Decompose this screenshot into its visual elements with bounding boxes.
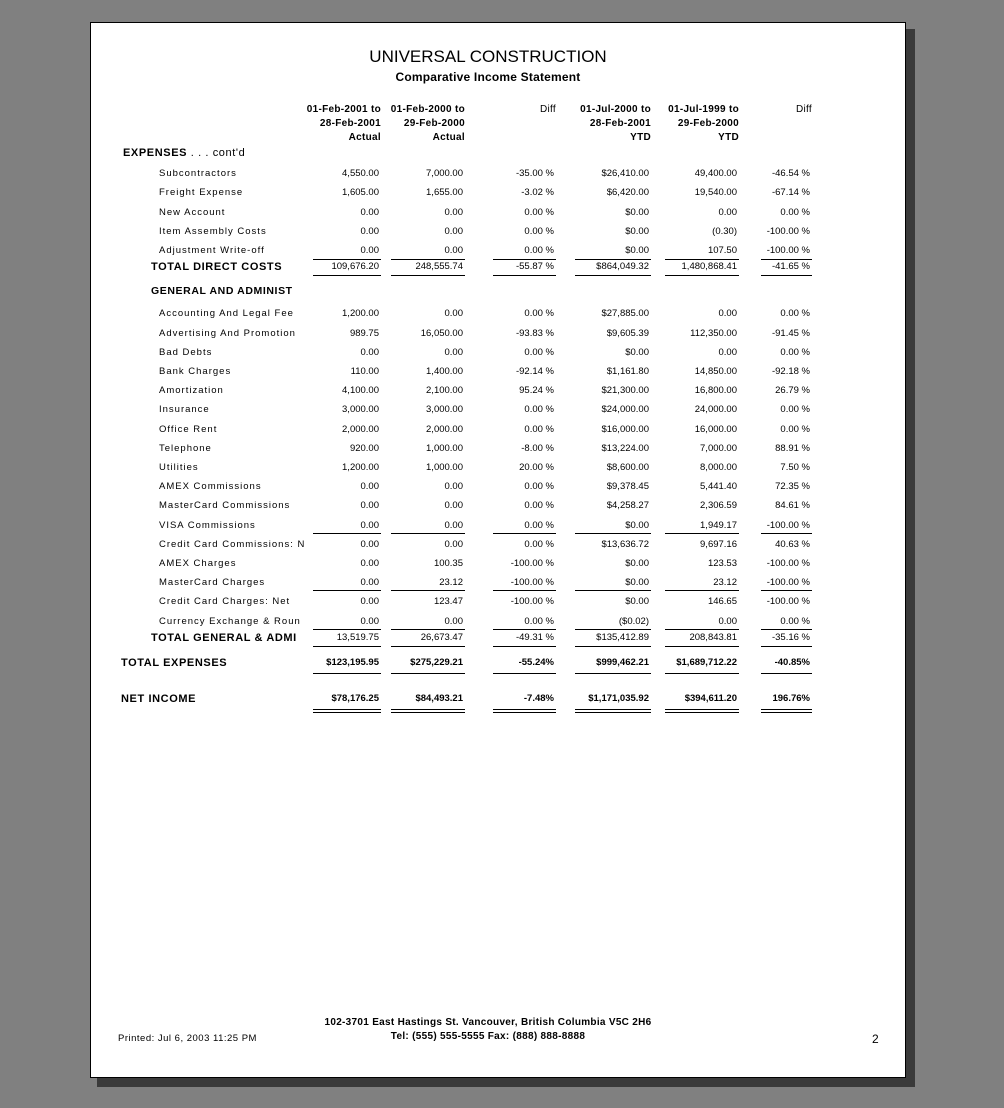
footer-phone: Tel: (555) 555-5555 Fax: (888) 888-8888	[390, 1031, 586, 1042]
expenses-suffix: . . . cont'd	[187, 147, 246, 159]
column-header-2-line2: 29-Feb-2000	[403, 118, 465, 129]
underline	[391, 629, 465, 630]
column-header-5-line3: YTD	[718, 132, 739, 143]
printed-timestamp: Printed: Jul 6, 2003 11:25 PM	[118, 1033, 257, 1044]
company-title: UNIVERSAL CONSTRUCTION	[369, 47, 607, 66]
ga-row-label: Telephone	[159, 443, 212, 454]
ga-row-value: 0.00 %	[780, 424, 810, 435]
direct-cost-row-value: $0.00	[625, 226, 649, 237]
direct-cost-row-value: -46.54 %	[771, 168, 810, 179]
direct-cost-row-value: $0.00	[625, 245, 649, 256]
ga-row-value: 7.50 %	[780, 462, 810, 473]
ga-row-value: 2,100.00	[426, 385, 463, 396]
direct-cost-row-value: 0.00 %	[780, 207, 810, 218]
net-income-row-label: NET INCOME	[121, 693, 197, 705]
underline	[313, 673, 381, 674]
underline	[761, 533, 812, 534]
general-admin-header: GENERAL AND ADMINIST	[151, 285, 293, 297]
footer-address: 102-3701 East Hastings St. Vancouver, British Columbia V5C 2H6	[324, 1017, 652, 1028]
ga-row-value: $16,000.00	[601, 424, 649, 435]
underline	[575, 275, 651, 276]
ga-row-value: 95.24 %	[519, 385, 554, 396]
total-direct-costs-row-label: TOTAL DIRECT COSTS	[151, 261, 283, 273]
ga-row-value: -100.00 %	[510, 577, 554, 588]
ga-row-value: 0.00 %	[780, 616, 810, 627]
ga-row-value: 0.00	[444, 500, 463, 511]
ga-row-value: $9,378.45	[606, 481, 649, 492]
ga-row-value: 920.00	[349, 443, 379, 454]
total-ga-row-value: $135,412.89	[596, 632, 649, 643]
direct-cost-row-value: 0.00	[360, 245, 379, 256]
ga-row-value: 0.00	[360, 347, 379, 358]
ga-row-value: 0.00 %	[524, 424, 554, 435]
underline	[761, 673, 812, 674]
column-header-4-line2: 28-Feb-2001	[589, 118, 651, 129]
ga-row-value: 4,100.00	[342, 385, 379, 396]
ga-row-value: 1,400.00	[426, 366, 463, 377]
total-ga-row-value: -35.16 %	[771, 632, 810, 643]
net-income-row-value: $78,176.25	[331, 693, 379, 704]
underline	[493, 590, 556, 591]
ga-row-value: 0.00 %	[780, 404, 810, 415]
ga-row-value: $0.00	[625, 520, 649, 531]
expenses-section-header	[123, 147, 245, 159]
underline	[761, 275, 812, 276]
underline	[493, 275, 556, 276]
ga-row-value: 123.47	[433, 596, 463, 607]
ga-row-value: 0.00	[718, 308, 737, 319]
ga-row-value: 1,000.00	[426, 462, 463, 473]
underline	[313, 533, 381, 534]
ga-row-value: 0.00	[444, 539, 463, 550]
total-expenses-row-value: $1,689,712.22	[676, 657, 737, 668]
direct-cost-row-value: 0.00	[444, 207, 463, 218]
ga-row-value: 0.00 %	[524, 347, 554, 358]
underline	[313, 259, 381, 260]
ga-row-label: Amortization	[159, 385, 224, 396]
underline	[761, 259, 812, 260]
ga-row-value: 3,000.00	[426, 404, 463, 415]
underline	[391, 646, 465, 647]
ga-row-value: $0.00	[625, 577, 649, 588]
column-header-1-line2: 28-Feb-2001	[319, 118, 381, 129]
column-header-4-line3: YTD	[630, 132, 651, 143]
underline	[761, 646, 812, 647]
ga-row-value: -8.00 %	[521, 443, 554, 454]
total-expenses-row-value: $123,195.95	[326, 657, 379, 668]
ga-row-value: $21,300.00	[601, 385, 649, 396]
ga-row-value: 23.12	[439, 577, 463, 588]
ga-row-value: 0.00 %	[780, 308, 810, 319]
total-ga-row-value: 13,519.75	[336, 632, 379, 643]
total-expenses-row-value: -40.85%	[774, 657, 810, 668]
direct-cost-row-value: 0.00	[360, 207, 379, 218]
direct-cost-row-value: 1,655.00	[426, 187, 463, 198]
underline	[493, 673, 556, 674]
direct-cost-row-value: 0.00 %	[524, 207, 554, 218]
underline	[493, 533, 556, 534]
underline	[665, 629, 739, 630]
ga-row-value: -93.83 %	[515, 328, 554, 339]
total-expenses-row-value: $999,462.21	[596, 657, 649, 668]
underline	[575, 629, 651, 630]
ga-row-value: 23.12	[713, 577, 737, 588]
ga-row-value: 1,949.17	[700, 520, 737, 531]
underline	[313, 629, 381, 630]
direct-cost-row-value: -100.00 %	[766, 226, 810, 237]
ga-row-value: 0.00 %	[524, 616, 554, 627]
ga-row-value: $8,600.00	[606, 462, 649, 473]
direct-cost-row-value: 1,605.00	[342, 187, 379, 198]
ga-row-value: 0.00 %	[524, 500, 554, 511]
underline	[761, 590, 812, 591]
ga-row-value: 0.00	[360, 539, 379, 550]
direct-cost-row-value: 19,540.00	[694, 187, 737, 198]
double-underline	[391, 709, 465, 713]
underline	[391, 533, 465, 534]
double-underline	[665, 709, 739, 713]
ga-row-value: -100.00 %	[766, 520, 810, 531]
direct-cost-row-value: 0.00 %	[524, 226, 554, 237]
ga-row-value: 989.75	[349, 328, 379, 339]
ga-row-value: -100.00 %	[510, 596, 554, 607]
expenses-title: EXPENSES	[123, 147, 188, 159]
ga-row-value: 112,350.00	[690, 328, 737, 339]
ga-row-value: 40.63 %	[775, 539, 810, 550]
direct-cost-row-value: -35.00 %	[515, 168, 554, 179]
direct-cost-row-value: -67.14 %	[771, 187, 810, 198]
ga-row-value: 0.00	[360, 520, 379, 531]
ga-row-label: Insurance	[159, 404, 210, 415]
double-underline	[575, 709, 651, 713]
ga-row-value: 26.79 %	[775, 385, 810, 396]
total-direct-costs-row-value: -55.87 %	[515, 261, 554, 272]
direct-cost-row-value: 0.00	[444, 245, 463, 256]
underline	[665, 533, 739, 534]
ga-row-value: 3,000.00	[342, 404, 379, 415]
underline	[665, 590, 739, 591]
ga-row-value: 5,441.40	[700, 481, 737, 492]
underline	[391, 590, 465, 591]
net-income-row-value: $1,171,035.92	[588, 693, 649, 704]
column-header-5-line1: 01-Jul-1999 to	[668, 104, 739, 115]
ga-row-value: 0.00	[444, 520, 463, 531]
ga-row-value: -92.14 %	[515, 366, 554, 377]
ga-row-value: 0.00	[360, 500, 379, 511]
direct-cost-row-value: 0.00	[718, 207, 737, 218]
ga-row-value: 88.91 %	[775, 443, 810, 454]
direct-cost-row-label: Adjustment Write-off	[159, 245, 265, 256]
underline	[575, 673, 651, 674]
ga-row-label: Accounting And Legal Fee	[159, 308, 294, 319]
ga-row-value: 20.00 %	[519, 462, 554, 473]
ga-row-value: 0.00	[718, 347, 737, 358]
report-subtitle: Comparative Income Statement	[395, 70, 581, 84]
direct-cost-row-label: Freight Expense	[159, 187, 244, 198]
ga-row-value: 146.65	[707, 596, 737, 607]
underline	[665, 646, 739, 647]
ga-row-value: -100.00 %	[510, 558, 554, 569]
total-ga-row-label: TOTAL GENERAL & ADMI	[151, 632, 297, 644]
ga-row-value: 7,000.00	[700, 443, 737, 454]
column-header-1-line3: Actual	[348, 132, 381, 143]
ga-row-value: $4,258.27	[606, 500, 649, 511]
direct-cost-row-value: 107.50	[707, 245, 737, 256]
ga-row-value: 24,000.00	[694, 404, 737, 415]
ga-row-label: Bad Debts	[159, 347, 213, 358]
ga-row-value: 0.00	[718, 616, 737, 627]
direct-cost-row-value: 4,550.00	[342, 168, 379, 179]
ga-row-value: 1,200.00	[342, 462, 379, 473]
ga-row-value: $27,885.00	[601, 308, 649, 319]
net-income-row-value: $394,611.20	[684, 693, 737, 704]
ga-row-value: $24,000.00	[601, 404, 649, 415]
ga-row-value: 0.00 %	[780, 347, 810, 358]
column-header-4-line1: 01-Jul-2000 to	[580, 104, 651, 115]
ga-row-label: AMEX Charges	[159, 558, 237, 569]
direct-cost-row-value: 0.00 %	[524, 245, 554, 256]
ga-row-value: -91.45 %	[771, 328, 810, 339]
ga-row-value: 123.53	[707, 558, 737, 569]
ga-row-label: Advertising And Promotion	[159, 328, 296, 339]
ga-row-label: Bank Charges	[159, 366, 232, 377]
total-direct-costs-row-value: 1,480,868.41	[681, 261, 737, 272]
total-direct-costs-row-value: 248,555.74	[415, 261, 463, 272]
direct-cost-row-value: (0.30)	[712, 226, 737, 237]
ga-row-value: 0.00 %	[524, 520, 554, 531]
ga-row-value: 2,306.59	[700, 500, 737, 511]
total-expenses-row-value: $275,229.21	[410, 657, 463, 668]
ga-row-value: 0.00	[444, 308, 463, 319]
direct-cost-row-value: -3.02 %	[521, 187, 554, 198]
underline	[575, 590, 651, 591]
ga-row-value: -92.18 %	[771, 366, 810, 377]
ga-row-value: -100.00 %	[766, 596, 810, 607]
ga-row-value: 0.00	[360, 616, 379, 627]
total-expenses-row-value: -55.24%	[518, 657, 554, 668]
underline	[391, 259, 465, 260]
ga-row-label: Credit Card Commissions: N	[159, 539, 306, 550]
ga-row-label: AMEX Commissions	[159, 481, 262, 492]
ga-row-value: 2,000.00	[426, 424, 463, 435]
ga-row-value: 110.00	[350, 366, 379, 377]
net-income-row-value: $84,493.21	[415, 693, 463, 704]
direct-cost-row-value: 0.00	[360, 226, 379, 237]
underline	[391, 673, 465, 674]
direct-cost-row-value: 49,400.00	[694, 168, 737, 179]
ga-row-value: 100.35	[433, 558, 463, 569]
ga-row-value: 0.00	[444, 481, 463, 492]
ga-row-value: -100.00 %	[766, 577, 810, 588]
ga-row-value: 0.00	[360, 481, 379, 492]
ga-row-label: Office Rent	[159, 424, 218, 435]
underline	[575, 646, 651, 647]
ga-row-value: 1,200.00	[342, 308, 379, 319]
ga-row-value: $13,636.72	[601, 539, 649, 550]
double-underline	[761, 709, 812, 713]
ga-row-value: 0.00	[444, 616, 463, 627]
column-header-2-line3: Actual	[432, 132, 465, 143]
direct-cost-row-value: $26,410.00	[601, 168, 649, 179]
column-header-5-line2: 29-Feb-2000	[677, 118, 739, 129]
double-underline	[313, 709, 381, 713]
ga-row-value: 0.00	[360, 558, 379, 569]
underline	[665, 673, 739, 674]
direct-cost-row-label: Subcontractors	[159, 168, 237, 179]
direct-cost-row-label: New Account	[159, 207, 226, 218]
total-ga-row-value: 26,673.47	[420, 632, 463, 643]
ga-row-value: 9,697.16	[700, 539, 737, 550]
ga-row-value: $9,605.39	[606, 328, 649, 339]
direct-cost-row-value: $6,420.00	[606, 187, 649, 198]
ga-row-value: 0.00	[360, 577, 379, 588]
underline	[665, 275, 739, 276]
ga-row-value: 0.00 %	[524, 308, 554, 319]
ga-row-label: Credit Card Charges: Net	[159, 596, 291, 607]
underline	[761, 629, 812, 630]
ga-row-value: $0.00	[625, 596, 649, 607]
underline	[493, 259, 556, 260]
ga-row-value: 16,050.00	[420, 328, 463, 339]
ga-row-value: 72.35 %	[775, 481, 810, 492]
net-income-row-value: -7.48%	[523, 693, 554, 704]
column-header-3-line1: Diff	[539, 104, 556, 115]
report-page	[90, 22, 906, 1078]
ga-row-value: 0.00 %	[524, 404, 554, 415]
underline	[313, 590, 381, 591]
ga-row-value: ($0.02)	[618, 616, 649, 627]
ga-row-label: MasterCard Commissions	[159, 500, 291, 511]
direct-cost-row-value: -100.00 %	[766, 245, 810, 256]
ga-row-value: 16,000.00	[694, 424, 737, 435]
ga-row-label: VISA Commissions	[159, 520, 256, 531]
page-number: 2	[872, 1032, 879, 1046]
total-direct-costs-row-value: $864,049.32	[596, 261, 649, 272]
total-direct-costs-row-value: -41.65 %	[771, 261, 810, 272]
direct-cost-row-value: $0.00	[625, 207, 649, 218]
ga-row-value: $1,161.80	[606, 366, 649, 377]
ga-row-value: 0.00	[360, 596, 379, 607]
direct-cost-row-value: 0.00	[444, 226, 463, 237]
total-ga-row-value: -49.31 %	[515, 632, 554, 643]
underline	[313, 646, 381, 647]
ga-row-value: 84.61 %	[775, 500, 810, 511]
ga-row-value: 0.00	[444, 347, 463, 358]
column-header-2-line1: 01-Feb-2000 to	[390, 104, 465, 115]
underline	[575, 533, 651, 534]
direct-cost-row-label: Item Assembly Costs	[159, 226, 267, 237]
ga-row-value: 14,850.00	[694, 366, 737, 377]
double-underline	[493, 709, 556, 713]
net-income-row-value: 196.76%	[772, 693, 810, 704]
ga-row-label: Currency Exchange & Roun	[159, 616, 301, 627]
ga-row-value: 0.00 %	[524, 539, 554, 550]
underline	[493, 646, 556, 647]
ga-row-value: 16,800.00	[694, 385, 737, 396]
underline	[575, 259, 651, 260]
underline	[313, 275, 381, 276]
column-header-6-line1: Diff	[795, 104, 812, 115]
ga-row-value: -100.00 %	[766, 558, 810, 569]
ga-row-value: $0.00	[625, 558, 649, 569]
total-ga-row-value: 208,843.81	[689, 632, 737, 643]
ga-row-value: 8,000.00	[700, 462, 737, 473]
ga-row-value: $13,224.00	[601, 443, 649, 454]
underline	[391, 275, 465, 276]
ga-row-value: $0.00	[625, 347, 649, 358]
ga-row-label: MasterCard Charges	[159, 577, 266, 588]
column-header-1-line1: 01-Feb-2001 to	[306, 104, 381, 115]
total-direct-costs-row-value: 109,676.20	[331, 261, 379, 272]
total-expenses-row-label: TOTAL EXPENSES	[121, 657, 228, 669]
ga-row-value: 2,000.00	[342, 424, 379, 435]
underline	[665, 259, 739, 260]
ga-row-value: 0.00 %	[524, 481, 554, 492]
underline	[493, 629, 556, 630]
ga-row-value: 1,000.00	[426, 443, 463, 454]
ga-row-label: Utilities	[159, 462, 199, 473]
direct-cost-row-value: 7,000.00	[426, 168, 463, 179]
